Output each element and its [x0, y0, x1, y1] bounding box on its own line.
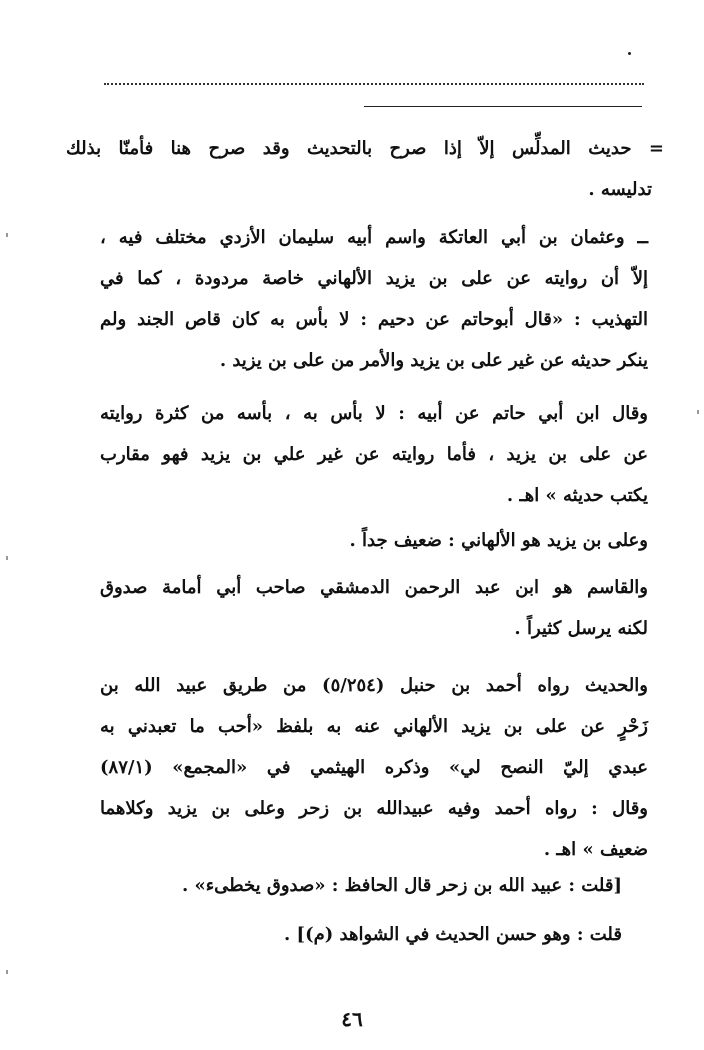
- text-line: ــ وعثمان بن أبي العاتكة واسم أبيه سليمان الأزدي مختلف فيه ،: [100, 227, 648, 248]
- paragraph-uthman: [100, 217, 648, 381]
- text-line: لكنه يرسل كثيراً .: [514, 618, 648, 639]
- text-line: [قلت : عبيد الله بن زحر قال الحافظ : «صدوق يخطىء» .: [181, 875, 622, 896]
- text-line: وعلى بن يزيد هو الألهاني : ضعيف جداً .: [349, 530, 648, 551]
- text-line: وقال : رواه أحمد وفيه عبيدالله بن زحر وعلى بن يزيد وكلاهما: [100, 798, 648, 819]
- text-line: ضعيف » اهـ .: [543, 839, 648, 860]
- text-line: زَحْرٍ عن على بن يزيد الألهاني عنه به بلفظ «أحب ما تعبدني به: [100, 716, 648, 737]
- scan-margin-mark: [697, 410, 699, 414]
- paragraph-editor-note-1: [102, 865, 622, 906]
- text-line: والقاسم هو ابن عبد الرحمن الدمشقي صاحب أبي أمامة صدوق: [100, 577, 648, 598]
- scan-margin-mark: [6, 233, 8, 237]
- text-line: تدليسه .: [588, 179, 652, 200]
- paragraph-ali-ibn-yazid: [100, 520, 648, 561]
- text-line: والحديث رواه أحمد بن حنبل (٥/٢٥٤) من طريق عبيد الله بن: [100, 675, 648, 696]
- scan-margin-mark: [6, 556, 8, 560]
- scan-margin-mark: [6, 970, 8, 974]
- text-line: عبدي إليّ النصح لي» وذكره الهيثمي في «المجمع» (٨٧/١): [100, 757, 648, 778]
- paragraph-editor-note-2: [102, 914, 622, 955]
- text-line: ينكر حديثه عن غير على بن يزيد والأمر من على بن يزيد .: [219, 350, 648, 371]
- paragraph-hadith-source: [100, 665, 648, 870]
- paragraph-al-qasim: [100, 567, 648, 649]
- text-line: التهذيب : «قال أبوحاتم عن دحيم : لا بأس به كان قاص الجند ولم: [100, 309, 648, 330]
- text-line: وقال ابن أبي حاتم عن أبيه : لا بأس به ، بأسه من كثرة روايته: [100, 403, 648, 424]
- paragraph-ibn-abi-hatim: [100, 393, 648, 516]
- text-line: = حديث المدلِّس إلاّ إذا صرح بالتحديث وقد صرح هنا فأمنّا بذلك: [66, 138, 664, 159]
- paragraph-continuation: [66, 128, 664, 210]
- text-line: يكتب حديثه » اهـ .: [506, 485, 648, 506]
- text-line: قلت : وهو حسن الحديث في الشواهد (م)] .: [284, 924, 622, 945]
- text-line: إلاّ أن روايته عن على بن يزيد الألهاني خاصة مردودة ، كما في: [100, 268, 648, 289]
- stray-dot: [628, 52, 631, 55]
- footnote-rule: [364, 106, 642, 107]
- text-line: عن على بن يزيد ، فأما روايته عن غير علي بن يزيد فهو مقارب: [100, 444, 648, 465]
- page-number: ٤٦: [341, 1007, 363, 1031]
- dotted-separator: [104, 83, 644, 85]
